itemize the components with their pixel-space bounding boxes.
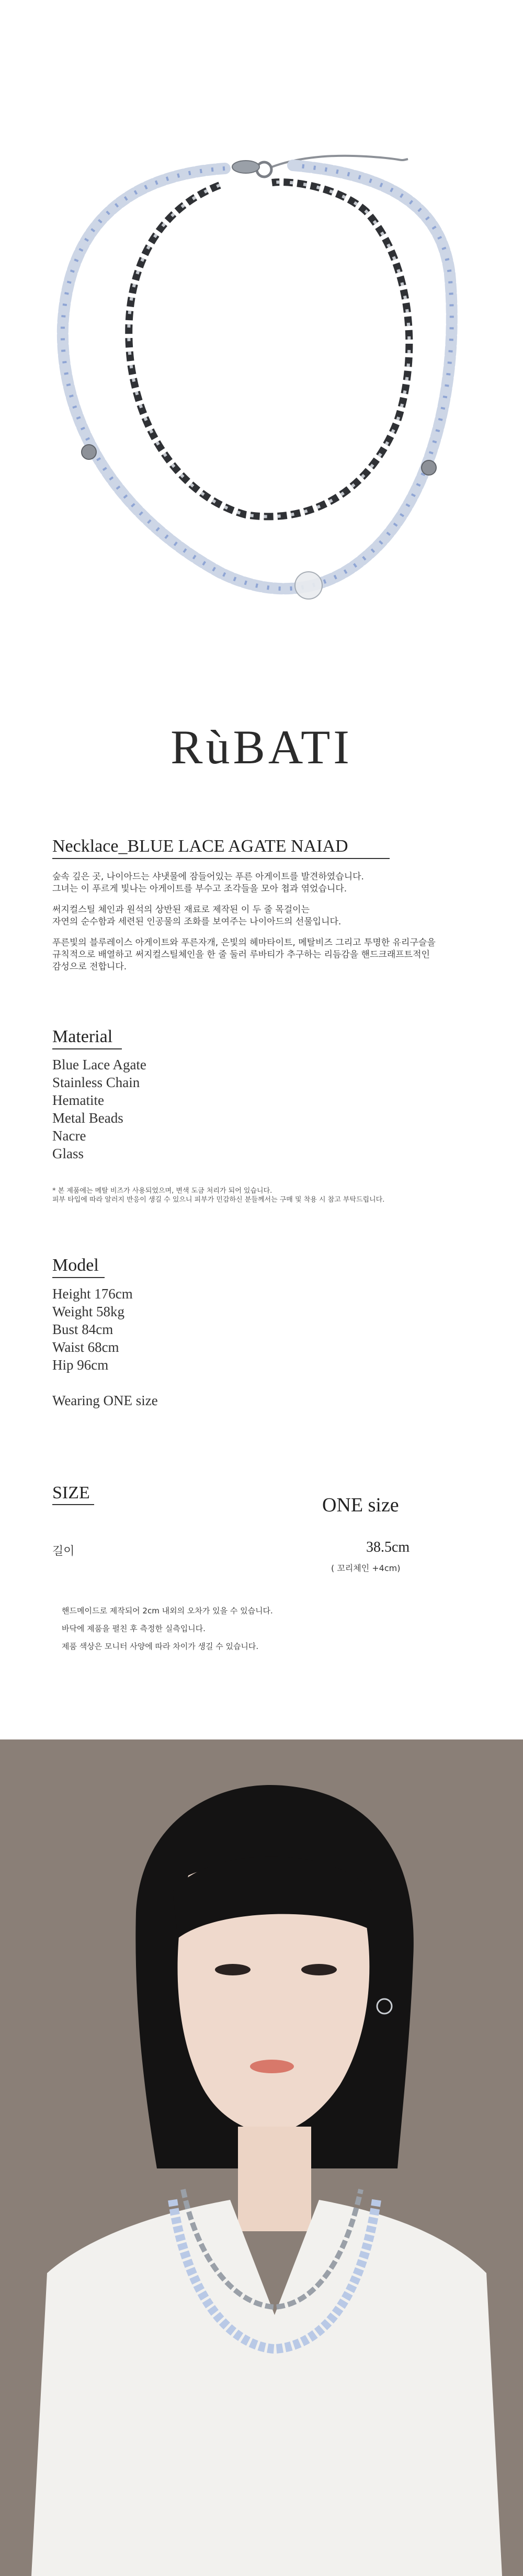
model-stat: Hip 96cm	[52, 1357, 109, 1373]
size-underline	[52, 1504, 94, 1505]
material-underline	[52, 1048, 122, 1049]
lobster-clasp	[232, 161, 259, 173]
model-stat: Weight 58kg	[52, 1304, 125, 1319]
material-item: Blue Lace Agate	[52, 1057, 146, 1072]
material-note: * 본 제품에는 메탈 비즈가 사용되었으며, 변색 도금 처리가 되어 있습니다.	[52, 1187, 272, 1195]
product-title: Necklace_BLUE LACE AGATE NAIAD	[52, 837, 348, 856]
material-item: Nacre	[52, 1128, 86, 1144]
size-value-length: 38.5cm	[366, 1539, 410, 1555]
size-heading: SIZE	[52, 1483, 90, 1502]
eye-left	[215, 1964, 251, 1975]
model-illustration	[0, 1739, 523, 2576]
neck	[238, 2127, 311, 2231]
glass-bead	[295, 572, 322, 599]
title-underline	[52, 858, 390, 859]
agate-strand	[63, 165, 452, 589]
product-photo	[0, 54, 523, 672]
size-column-header: ONE size	[322, 1494, 399, 1516]
size-label-length: 길이	[52, 1545, 75, 1558]
size-note: 제품 색상은 모니터 사양에 따라 차이가 생길 수 있습니다.	[62, 1642, 259, 1651]
lips	[250, 2060, 294, 2073]
description-line: 그녀는 이 푸르게 빛나는 아게이트를 부수고 조각들을 모아 쳡과 엮었습니다.	[52, 884, 347, 894]
metal-bead-left	[82, 445, 96, 459]
size-tail-chain-note: ( 꼬리체인 +4cm)	[331, 1563, 401, 1573]
model-heading: Model	[52, 1256, 99, 1275]
hematite-strand	[129, 182, 409, 516]
size-note: 핸드메이드로 제작되어 2cm 내외의 오차가 있을 수 있습니다.	[62, 1606, 273, 1615]
description-line: 감성으로 전합니다.	[52, 962, 127, 972]
material-heading: Material	[52, 1027, 113, 1046]
description-line: 자연의 순수함과 세련된 인공물의 조화를 보여주는 나이아드의 선물입니다.	[52, 917, 342, 927]
description-line: 써지컬스틸 체인과 원석의 상반된 재료로 제작된 이 두 줄 목걸이는	[52, 905, 310, 915]
material-note: 피부 타입에 따라 알러지 반응이 생길 수 있으니 피부가 민감하신 분들께서는 구매 및 착용 시 참고 부탁드립니다.	[52, 1196, 385, 1204]
material-item: Stainless Chain	[52, 1075, 140, 1090]
size-notes	[62, 1602, 470, 1655]
model-photo	[0, 1739, 523, 2576]
model-stat: Waist 68cm	[52, 1339, 119, 1355]
model-stat: Height 176cm	[52, 1286, 133, 1302]
necklace-illustration	[0, 54, 523, 672]
material-item: Glass	[52, 1146, 84, 1161]
description-line: 푸른빛의 블루레이스 아게이트와 푸른자개, 은빛의 헤마타이트, 메탈비즈 그리고 투명한 유리구슬을	[52, 937, 436, 948]
model-underline	[52, 1277, 105, 1278]
metal-bead-right	[422, 460, 436, 475]
description-line: 숲속 깊은 곳, 나이아드는 샤냇물에 잠들어있는 푸른 아게이트를 발견하였습니다.	[52, 872, 364, 882]
model-stat: Bust 84cm	[52, 1321, 113, 1337]
model-wearing: Wearing ONE size	[52, 1393, 158, 1408]
brand-logo: RùBATI	[170, 720, 353, 774]
material-item: Hematite	[52, 1092, 104, 1108]
size-note: 바닥에 제품을 펼친 후 측정한 실측입니다.	[62, 1624, 206, 1633]
material-item: Metal Beads	[52, 1110, 123, 1126]
description-line: 규칙적으로 배열하고 써지컬스틸체인을 한 줄 둘러 루바티가 추구하는 리듬감을 핸드크래프트적인	[52, 950, 430, 960]
eye-right	[301, 1964, 337, 1975]
